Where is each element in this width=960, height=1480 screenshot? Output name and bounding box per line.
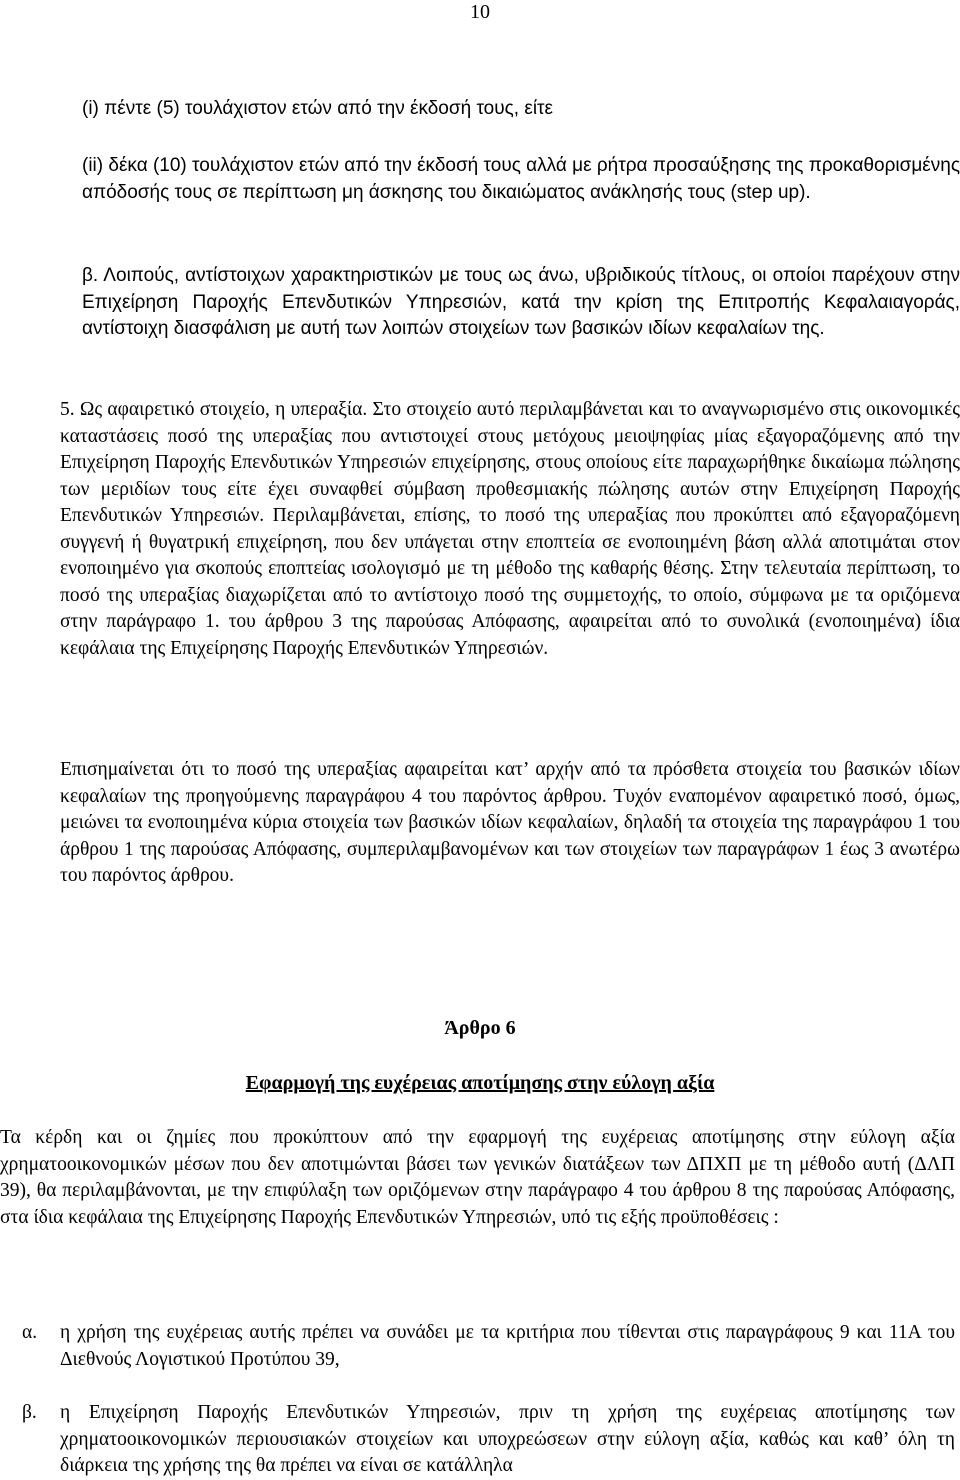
condition-beta-label: β. — [22, 1402, 37, 1423]
article-6-title: Άρθρο 6 — [444, 1017, 516, 1039]
article-6-subtitle — [0, 1070, 960, 1096]
condition-alpha-text: η χρήση της ευχέρειας αυτής πρέπει να συνάδει με τα κριτήρια που τίθενται στις παραγράφους 9 και 11Α του Διεθνούς Λογιστικού Προτύπου 39, — [60, 1322, 955, 1370]
section-5-note: Επισημαίνεται ότι το ποσό της υπεραξίας αφαιρείται κατ’ αρχήν από τα πρόσθετα στοιχεία του βασικών ιδίων κεφαλαίων της προηγούμενης παραγράφου 4 του παρόντος άρθρου. Τυχόν εναπομένον αφαιρετικό ποσό, όμως, μειώνει τα ενοποιημένα κύρια στοιχεία των βασικών ιδίων κεφαλαίων, δηλαδή τα στοιχεία της παραγράφου 1 του άρθρου 1 της παρούσας Απόφασης, συμπεριλαμβανομένων και των στοιχείων των παραγράφων 1 έως 3 ανωτέρω του παρόντος άρθρου. — [60, 759, 960, 886]
article-6-subtitle-text: Εφαρμογή της ευχέρειας αποτίμησης στην εύλογη αξία — [245, 1072, 715, 1094]
article-6-intro: Τα κέρδη και οι ζημίες που προκύπτουν από την εφαρμογή της ευχέρειας αποτίμησης στην εύλογη αξία χρηματοοικονομικών μέσων που δεν αποτιμώνται βάσει των γενικών διατάξεων των ΔΠΧΠ με τη μέθοδο αυτή (ΔΛΠ 39), θα περιλαμβάνονται, με την επιφύλαξη των οριζόμενων στην παράγραφο 4 του άρθρου 8 της παρούσας Απόφασης, στα ίδια κεφάλαια της Επιχείρησης Παροχής Επενδυτικών Υπηρεσιών, υπό τις εξής προϋποθέσεις : — [0, 1127, 955, 1228]
item-i: (i) πέντε (5) τουλάχιστον ετών από την έκδοσή τους, είτε — [82, 98, 554, 119]
condition-beta-text: η Επιχείρηση Παροχής Επενδυτικών Υπηρεσιών, πριν τη χρήση της ευχέρειας αποτίμησης των χρηματοοικονομικών περιουσιακών στοιχείων και υποχρεώσεων στην εύλογη αξία, καθώς και καθ’ όλη τη διάρκεια της χρήσης της θα πρέπει να είναι σε κατάλληλα — [60, 1402, 955, 1476]
condition-alpha-label: α. — [22, 1322, 38, 1343]
section-5-paragraph: 5. Ως αφαιρετικό στοιχείο, η υπεραξία. Στο στοιχείο αυτό περιλαμβάνεται και το αναγνωρισμένο στις οικονομικές καταστάσεις ποσό της υπεραξίας που αντιστοιχεί στους μετόχους μειοψηφίας μίας εξαγοραζόμενης από την Επιχείρηση Παροχής Επενδυτικών Υπηρεσιών επιχείρησης, στους οποίους είτε παραχωρήθηκε δικαίωμα πώλησης των μεριδίων τους είτε έχει συναφθεί σύμβαση προθεσμιακής πώλησης αυτών στην Επιχείρηση Παροχής Επενδυτικών Υπηρεσιών. Περιλαμβάνεται, επίσης, το ποσό της υπεραξίας που προκύπτει από εξαγοραζόμενη συγγενή ή θυγατρική επιχείρηση, που δεν υπάγεται στην εποπτεία σε ενοποιημένη βάση αλλά αποτιμάται στον ενοποιημένο για σκοπούς εποπτείας ισολογισμό με τη μέθοδο της καθαρής θέσης. Στην τελευταία περίπτωση, το ποσό της υπεραξίας διαχωρίζεται από το αντίστοιχο ποσό της συμμετοχής, το οποίο, σύμφωνα με τα οριζόμενα στην παράγραφο 1. του άρθρου 3 της παρούσας Απόφασης, αφαιρείται από το συνολικά (ενοποιημένα) ίδια κεφάλαια της Επιχείρησης Παροχής Επενδυτικών Υπηρεσιών. — [60, 399, 960, 659]
item-ii: (ii) δέκα (10) τουλάχιστον ετών από την έκδοσή τους αλλά με ρήτρα προσαύξησης της προκαθορισμένης απόδοσής τους σε περίπτωση μη άσκησης του δικαιώματος ανάκλησής τους (step up). — [82, 155, 960, 203]
item-beta: β. Λοιπούς, αντίστοιχων χαρακτηριστικών με τους ως άνω, υβριδικούς τίτλους, οι οποίοι παρέχουν στην Επιχείρηση Παροχής Επενδυτικών Υπηρεσιών, κατά την κρίση της Επιτροπής Κεφαλαιαγοράς, αντίστοιχη διασφάλιση με αυτή των λοιπών στοιχείων των βασικών ιδίων κεφαλαίων της. — [82, 265, 960, 339]
page-number: 10 — [470, 1, 490, 23]
